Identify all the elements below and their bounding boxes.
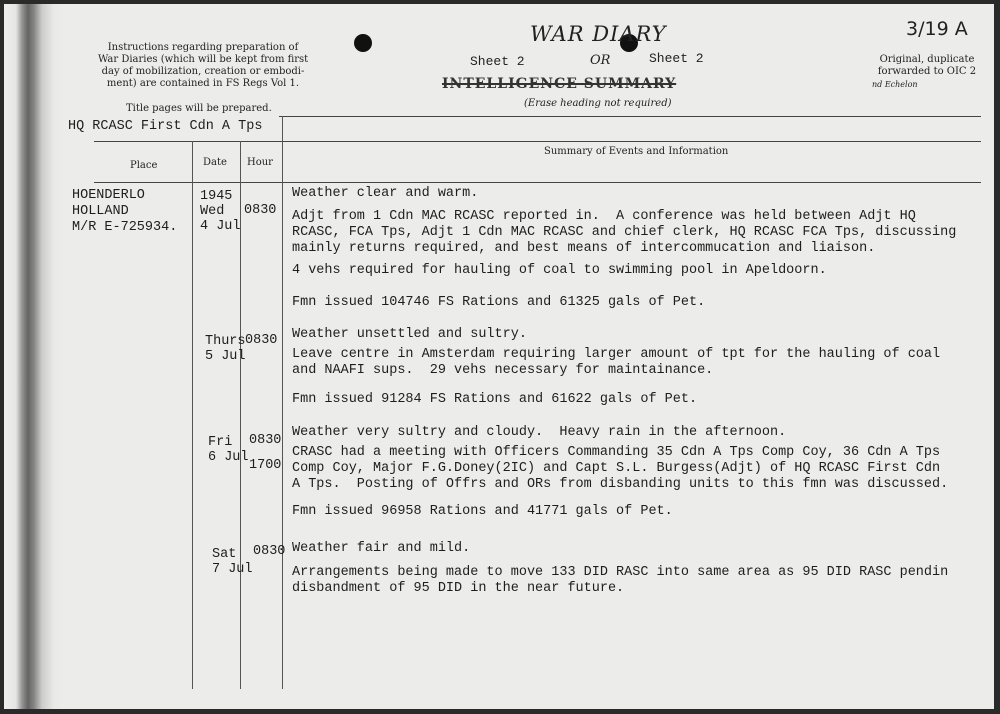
- instructions-block: [98, 42, 308, 90]
- place-line: HOLLAND: [72, 204, 129, 219]
- place-line: M/R E-725934.: [72, 220, 178, 235]
- entry: Weather fair and mild.: [292, 541, 471, 556]
- unit-name: HQ RCASC First Cdn A Tps: [68, 119, 263, 134]
- date-year: 1945: [200, 189, 233, 204]
- date-weekday: Sat: [212, 547, 237, 562]
- title-pages-note: Title pages will be prepared.: [126, 103, 272, 114]
- entry: Fmn issued 104746 FS Rations and 61325 gals of Pet.: [292, 295, 706, 310]
- date-day: 6 Jul: [208, 450, 249, 465]
- instructions-line: War Diaries (which will be kept from first: [98, 54, 309, 65]
- entry: 4 vehs required for hauling of coal to swimming pool in Apeldoorn.: [292, 263, 827, 278]
- entry: Fmn issued 91284 FS Rations and 61622 gals of Pet.: [292, 392, 698, 407]
- entry: CRASC had a meeting with Officers Commanding 35 Cdn A Tps Comp Coy, 36 Cdn A Tps Comp Coy, Major F.G.Doney(2IC) and Capt S.L. Burgess(Adjt) of HQ RCASC First Cdn A Tps. Posting of Offrs and ORs from disbanding units to this fmn was discussed.: [292, 445, 949, 492]
- sheet-left: Sheet 2: [470, 54, 525, 69]
- instructions-line: Instructions regarding preparation of: [107, 42, 299, 53]
- date-cell: [205, 334, 246, 364]
- hour-cell: 0830: [253, 544, 286, 559]
- rule-header-top: [94, 141, 981, 142]
- scan-edge-shadow: [4, 4, 64, 709]
- rule-top-right: [279, 116, 981, 117]
- war-diary-page: [4, 4, 994, 709]
- hour-cell: 0830: [245, 333, 278, 348]
- column-date: Date: [203, 157, 227, 168]
- or-label: OR: [590, 53, 611, 68]
- date-cell: [200, 189, 241, 234]
- entry: Leave centre in Amsterdam requiring larger amount of tpt for the hauling of coal and NAAFI sups. 29 vehs necessary for maintainance.: [292, 347, 941, 378]
- distribution-block: [867, 54, 987, 78]
- echelon-note: nd Echelon: [872, 80, 918, 89]
- col-divider-hour: [282, 116, 283, 689]
- entry: Weather clear and warm.: [292, 186, 479, 201]
- date-cell: [212, 547, 253, 577]
- date-weekday: Fri: [208, 435, 233, 450]
- column-summary: Summary of Events and Information: [544, 146, 729, 157]
- sheet-right: Sheet 2: [649, 51, 704, 66]
- date-day: 7 Jul: [212, 562, 253, 577]
- column-place: Place: [130, 160, 158, 171]
- col-divider-place: [192, 141, 193, 689]
- column-hour: Hour: [247, 157, 273, 168]
- struck-heading: INTELLIGENCE SUMMARY: [442, 76, 677, 92]
- date-cell: [208, 435, 249, 465]
- entry: Arrangements being made to move 133 DID RASC into same area as 95 DID RASC pendin disbandment of 95 DID in the near future.: [292, 565, 949, 596]
- punch-hole-left: [354, 34, 372, 52]
- diary-title: WAR DIARY: [530, 22, 667, 46]
- distribution-line: Original, duplicate: [879, 54, 975, 65]
- entry: Adjt from 1 Cdn MAC RCASC reported in. A conference was held between Adjt HQ RCASC, FCA Tps, Adjt 1 Cdn MAC RCASC and chief clerk, HQ RCASC FCA Tps, discussing mainly returns required, and best means of intercommucation and liaison.: [292, 209, 957, 256]
- hour-cell: 0830: [244, 203, 277, 218]
- entry: Fmn issued 96958 Rations and 41771 gals of Pet.: [292, 504, 673, 519]
- date-day: 5 Jul: [205, 349, 246, 364]
- erase-note: (Erase heading not required): [524, 98, 672, 109]
- place-block: [72, 188, 177, 236]
- date-day: 4 Jul: [200, 219, 241, 234]
- page-reference: 3/19 A: [906, 18, 968, 40]
- entry: Weather very sultry and cloudy. Heavy rain in the afternoon.: [292, 425, 787, 440]
- instructions-line: day of mobilization, creation or embodi-: [101, 66, 305, 77]
- rule-header-bottom: [94, 182, 981, 183]
- hour-cell: 0830: [249, 433, 282, 448]
- hour-cell: 1700: [249, 458, 282, 473]
- instructions-line: ment) are contained in FS Regs Vol 1.: [106, 78, 300, 89]
- place-line: HOENDERLO: [72, 188, 145, 203]
- entry: Weather unsettled and sultry.: [292, 327, 527, 342]
- distribution-line: forwarded to OIC 2: [877, 66, 977, 77]
- date-weekday: Wed: [200, 204, 225, 219]
- date-weekday: Thurs: [205, 334, 246, 349]
